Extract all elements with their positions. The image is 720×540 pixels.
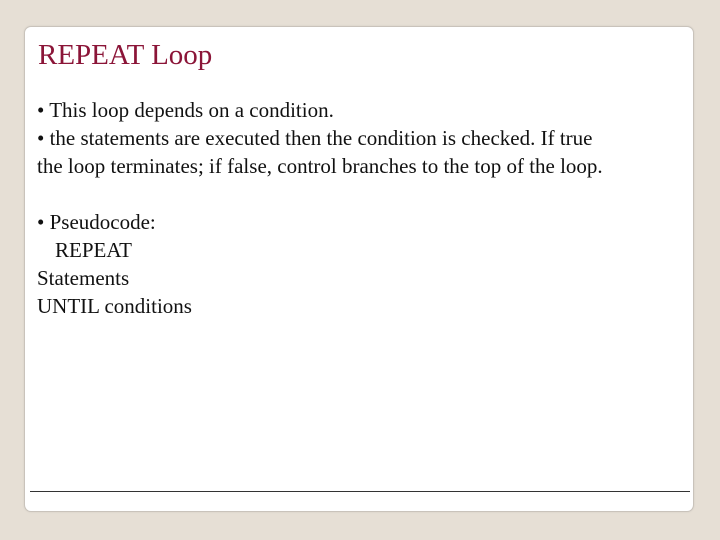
bullet-statements-line-1: • the statements are executed then the condition is checked. If true — [37, 126, 593, 150]
slide-title: REPEAT Loop — [38, 39, 213, 71]
paragraph-spacer — [37, 180, 687, 208]
bullet-condition: • This loop depends on a condition. — [37, 98, 334, 122]
footer-divider — [30, 491, 690, 492]
pseudocode-repeat: REPEAT — [55, 238, 133, 262]
bullet-statements-line-2: the loop terminates; if false, control branches to the top of the loop. — [37, 154, 603, 178]
slide-body — [37, 96, 687, 320]
bullet-pseudocode: • Pseudocode: — [37, 210, 156, 234]
pseudocode-until: UNTIL conditions — [37, 294, 192, 318]
pseudocode-statements: Statements — [37, 266, 130, 290]
